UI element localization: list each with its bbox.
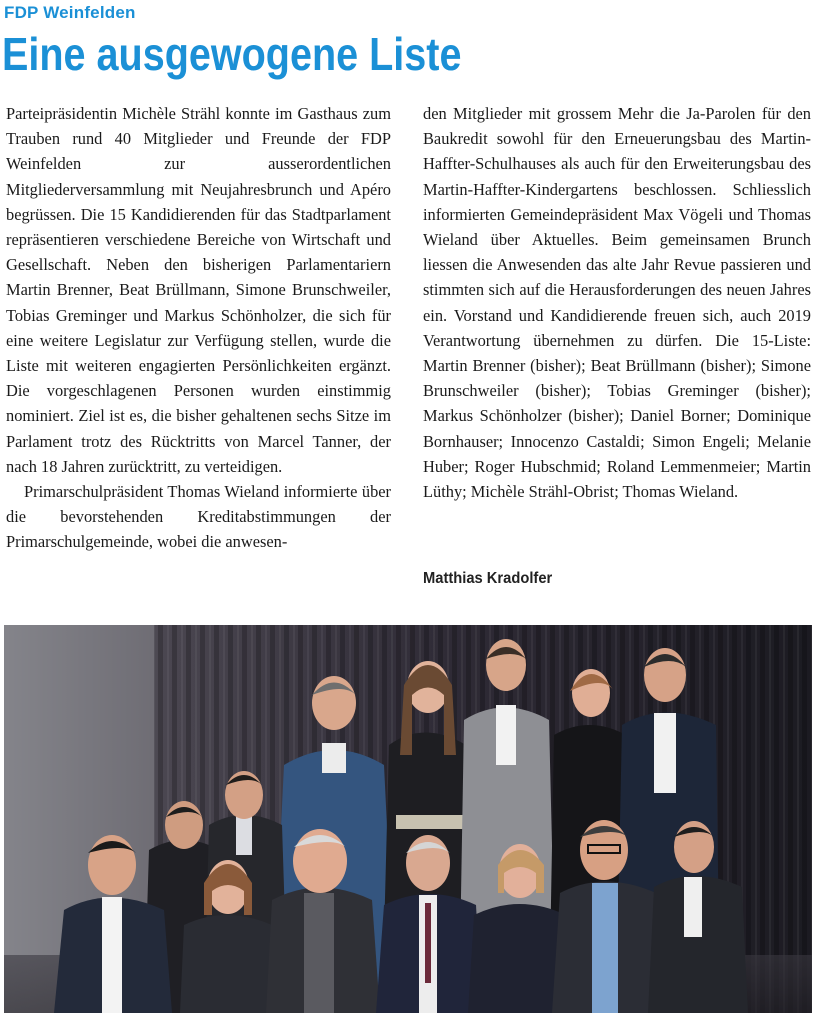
author-byline: Matthias Kradolfer [423,570,553,587]
section-kicker: FDP Weinfelden [4,3,136,22]
article-paragraph: Parteipräsidentin Michèle Strähl konnte im Gasthaus zum Trauben rund 40 Mitglieder und Freunde der FDP Weinfelden zur ausserordentlichen Mitgliederversammlung mit Neujahresbrunch und Apéro begrüssen. Die 15 Kandidierenden für das Stadtparlament repräsentieren verschiedene Bereiche von Wirtschaft und Gesellschaft. Neben den bisherigen Parlamentariern Martin Brenner, Beat Brüllmann, Simone Brunschweiler, Tobias Greminger und Markus Schönholzer, die sich für eine weitere Legislatur zur Verfügung stellen, wurde die Liste mit weiteren engagierten Persönlichkeiten ergänzt. Die vorgeschlagenen Personen wurden einstimmig nominiert. Ziel ist es, die bisher gehaltenen sechs Sitze im Parlament trotz des Rücktritts von Marcel Tanner, der nach 18 Jahren zurücktritt, zu verteidigen. [6,104,391,476]
group-photo [4,625,812,1013]
article-paragraph: Primarschulpräsident Thomas Wieland informierte über die bevorstehenden Kreditabstimmungen der Primarschulgemeinde, wobei die anwesen- [6,482,391,552]
article-column-right [423,101,811,504]
article-column-left [6,101,391,555]
article-paragraph: den Mitglieder mit grossem Mehr die Ja-Parolen für den Baukredit sowohl für den Erneuerungsbau des Martin-Haffter-Schulhauses als auch für den Erweiterungsbau des Martin-Haffter-Kindergartens beschlossen. Schliesslich informierten Gemeindepräsident Max Vögeli und Thomas Wieland über Aktuelles. Beim gemeinsamen Brunch liessen die Anwesenden das alte Jahr Revue passieren und stimmten sich auf die Herausforderungen des neuen Jahres ein. Vorstand und Kandidierende freuen sich, auch 2019 Verantwortung übernehmen zu dürfen. Die 15-Liste: Martin Brenner (bisher); Beat Brüllmann (bisher); Simone Brunschweiler (bisher); Tobias Greminger (bisher); Markus Schönholzer (bisher); Daniel Borner; Dominique Bornhauser; Innocenzo Castaldi; Simon Engeli; Melanie Huber; Roger Hubschmid; Roland Lemmenmeier; Martin Lüthy; Michèle Strähl-Obrist; Thomas Wieland. [423,104,811,502]
article-headline: Eine ausgewogene Liste [2,28,462,80]
